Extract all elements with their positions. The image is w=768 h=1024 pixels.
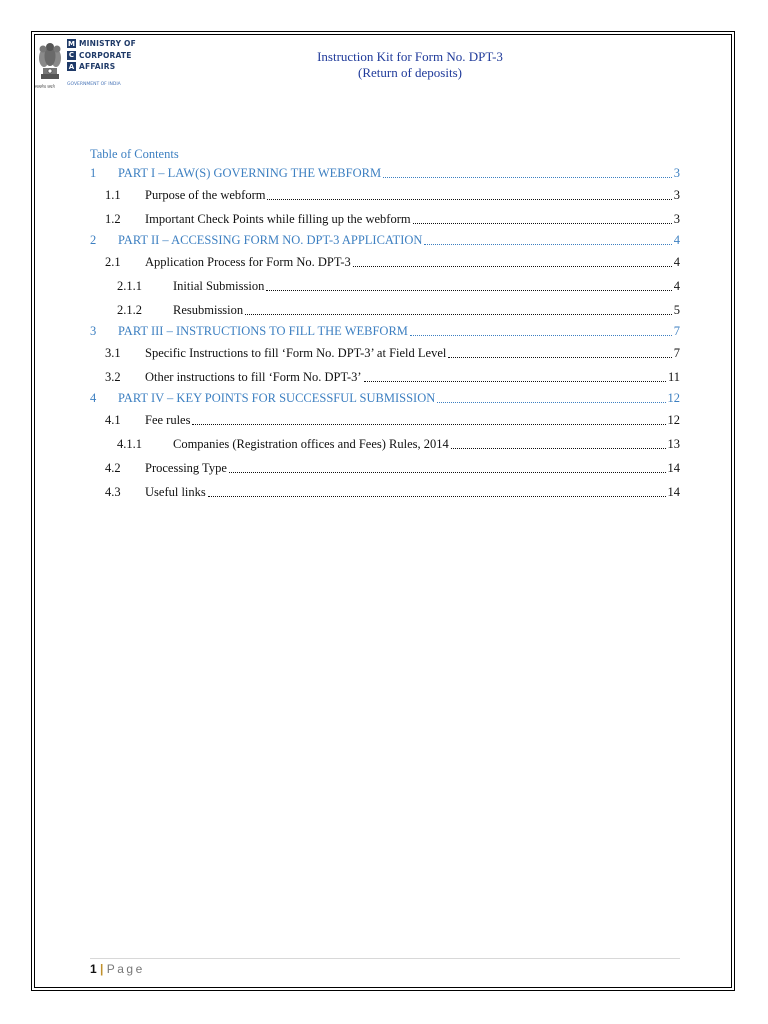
toc-entry[interactable] [90,341,680,365]
toc-entry-title: Processing Type [145,460,227,475]
toc-dot-leader [437,402,665,403]
toc-entry-page: 4 [673,233,680,247]
toc-entry[interactable] [90,432,680,456]
toc-entry[interactable] [90,250,680,274]
page-label: Page [106,962,145,976]
toc-entry-title: Resubmission [173,302,244,317]
toc-entry[interactable] [90,183,680,207]
table-of-contents [90,164,680,504]
mca-line [67,38,136,50]
page-number: 1 [90,962,97,976]
toc-entry-page: 5 [673,302,680,317]
toc-entry-number: 4.1.1 [117,436,142,451]
toc-dot-leader [229,472,666,473]
toc-entry-page: 4 [673,254,680,269]
toc-entry[interactable] [90,164,680,183]
toc-dot-leader [424,244,671,245]
toc-entry[interactable] [90,480,680,504]
toc-entry[interactable] [90,389,680,408]
emblem-caption: सत्यमेव जयते [35,84,55,89]
toc-entry-title: Important Check Points while filling up the webform [145,211,411,226]
toc-entry[interactable] [90,298,680,322]
toc-entry-number: 3.2 [105,369,121,384]
toc-entry-title: Application Process for Form No. DPT-3 [145,254,351,269]
toc-entry-page: 11 [667,369,680,384]
mca-letter-box: M [68,39,75,48]
toc-entry-title: PART II – ACCESSING FORM NO. DPT-3 APPLICATION [118,233,423,247]
toc-entry-page: 4 [673,278,680,293]
toc-entry-title: Other instructions to fill ‘Form No. DPT-3’ [145,369,362,384]
mca-letter-box: A [68,62,75,71]
document-header [240,49,580,81]
toc-entry-number: 1.2 [105,211,121,226]
toc-entry[interactable] [90,274,680,298]
mca-government-line: GOVERNMENT OF INDIA [67,82,121,87]
toc-entry-number: 1 [90,166,97,180]
toc-entry-title: Initial Submission [173,278,265,293]
toc-entry-number: 1.1 [105,187,121,202]
footer-separator: | [100,962,104,976]
toc-entry-number: 2 [90,233,97,247]
mca-line [67,61,136,73]
toc-entry-title: PART III – INSTRUCTIONS TO FILL THE WEBFORM [118,324,408,338]
toc-dot-leader [353,266,672,267]
mca-word: MINISTRY OF [79,39,136,49]
mca-wordmark [67,38,136,73]
toc-entry-title: PART I – LAW(S) GOVERNING THE WEBFORM [118,166,382,180]
toc-entry[interactable] [90,207,680,231]
toc-entry-title: Fee rules [145,412,191,427]
toc-dot-leader [410,335,672,336]
toc-entry-page: 12 [667,391,680,405]
toc-entry-page: 14 [667,484,680,499]
mca-word: AFFAIRS [79,62,116,72]
toc-entry[interactable] [90,365,680,389]
toc-dot-leader [267,199,671,200]
toc-entry-number: 2.1.2 [117,302,142,317]
toc-entry-title: Companies (Registration offices and Fees) Rules, 2014 [173,436,449,451]
toc-dot-leader [245,314,672,315]
toc-entry[interactable] [90,456,680,480]
toc-entry-number: 2.1.1 [117,278,142,293]
toc-entry[interactable] [90,231,680,250]
toc-entry[interactable] [90,408,680,432]
toc-entry-number: 2.1 [105,254,121,269]
toc-dot-leader [364,381,666,382]
document-title: Instruction Kit for Form No. DPT-3 [317,49,503,64]
toc-entry-page: 12 [667,412,680,427]
toc-entry-page: 3 [673,187,680,202]
toc-entry[interactable] [90,322,680,341]
mca-letter-box: C [68,51,75,60]
toc-entry-page: 13 [667,436,680,451]
national-emblem-icon [37,38,63,90]
toc-dot-leader [448,357,671,358]
mca-logo [37,38,167,90]
toc-entry-number: 4.1 [105,412,121,427]
toc-entry-title: Specific Instructions to fill ‘Form No. DPT-3’ at Field Level [145,345,447,360]
toc-dot-leader [266,290,671,291]
toc-entry-number: 4.2 [105,460,121,475]
toc-entry-page: 3 [673,166,680,180]
toc-entry-number: 4 [90,391,97,405]
toc-entry-number: 4.3 [105,484,121,499]
document-subtitle: (Return of deposits) [358,65,462,80]
toc-entry-page: 3 [673,211,680,226]
toc-entry-title: Purpose of the webform [145,187,266,202]
mca-word: CORPORATE [79,50,132,60]
toc-dot-leader [192,424,665,425]
page-footer [90,962,145,976]
toc-entry-title: Useful links [145,484,206,499]
toc-dot-leader [208,496,666,497]
mca-line [67,50,136,62]
toc-dot-leader [413,223,672,224]
toc-heading: Table of Contents [90,147,179,161]
toc-dot-leader [451,448,666,449]
toc-entry-page: 14 [667,460,680,475]
footer-divider [90,958,680,959]
toc-entry-title: PART IV – KEY POINTS FOR SUCCESSFUL SUBMISSION [118,391,436,405]
toc-entry-number: 3 [90,324,97,338]
toc-entry-number: 3.1 [105,345,121,360]
toc-entry-page: 7 [673,324,680,338]
toc-dot-leader [383,177,672,178]
toc-entry-page: 7 [673,345,680,360]
